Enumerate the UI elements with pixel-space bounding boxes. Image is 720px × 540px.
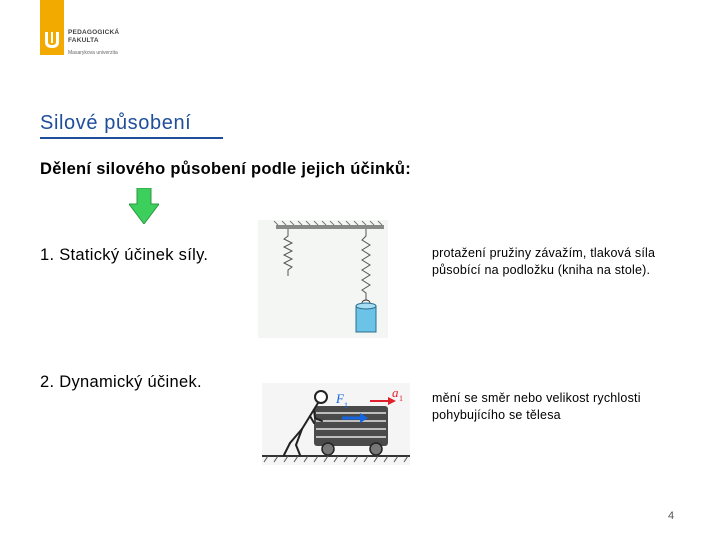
page-number: 4 [668, 510, 675, 522]
force-label: F [336, 391, 344, 406]
static-effect-description: protažení pružiny závažím, tlaková síla působící na podložku (kniha na stole). [432, 246, 656, 277]
title-underline [40, 137, 223, 139]
cart-push-illustration [262, 383, 410, 465]
dynamic-effect-description: mění se směr nebo velikost rychlosti pohybujícího se tělesa [432, 391, 641, 422]
spring-weight-illustration [258, 220, 388, 338]
university-logo-icon [42, 30, 62, 50]
university-name: Masarykova univerzita [68, 50, 118, 56]
down-arrow-icon [129, 188, 159, 224]
faculty-name [68, 29, 119, 45]
list-item-static: 1. Statický účinek síly. [40, 246, 209, 264]
slide-title: Silové působení [40, 112, 192, 134]
acceleration-label: a [392, 385, 399, 400]
faculty-name-line1: PEDAGOGICKÁ [68, 29, 120, 36]
slide-subtitle: Dělení silového působení podle jejich účinků: [40, 160, 412, 178]
force-label-subscript: 1 [344, 401, 348, 410]
acceleration-label-subscript: 1 [399, 394, 403, 403]
faculty-name-line2: FAKULTA [68, 37, 99, 44]
list-item-dynamic: 2. Dynamický účinek. [40, 373, 202, 391]
